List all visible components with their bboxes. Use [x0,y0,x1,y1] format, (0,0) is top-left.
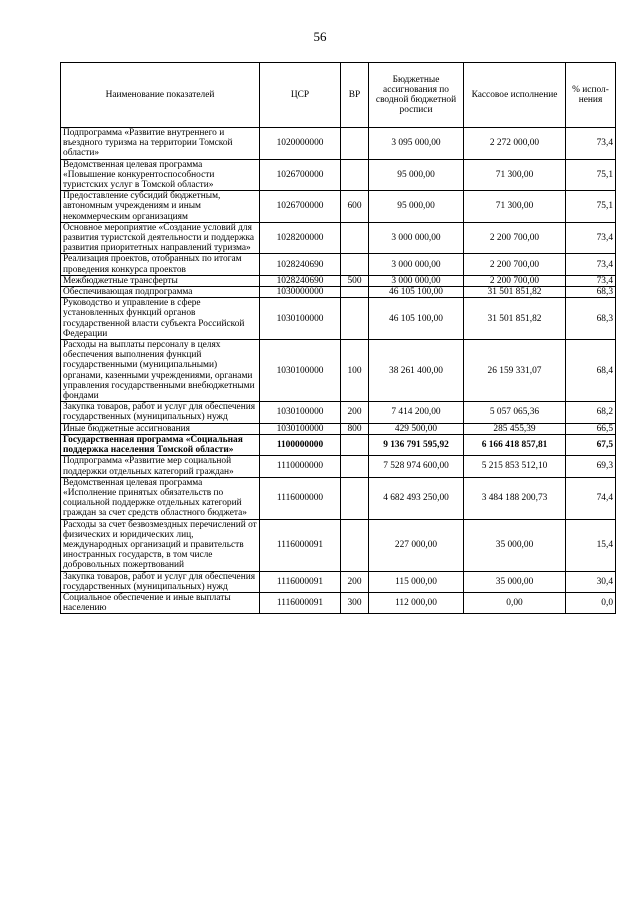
cell-assigned: 7 528 974 600,00 [369,456,464,477]
cell-name: Подпрограмма «Развитие внутреннего и въездного туризма на территории Томской области» [61,128,260,160]
header-percent: % испол-нения [566,63,616,128]
budget-table [60,62,616,614]
cell-name: Иные бюджетные ассигнования [61,423,260,434]
table-header-row [61,63,616,128]
table-row [61,423,616,434]
cell-name: Руководство и управление в сфере установленных функций органов государственной власти субъекта Российской Федерации [61,298,260,340]
cell-percent: 75,1 [566,159,616,191]
cell-vr: 100 [341,340,369,402]
cell-assigned: 3 095 000,00 [369,128,464,160]
cell-csr: 1030100000 [260,340,341,402]
table-row [61,128,616,160]
cell-percent: 68,3 [566,298,616,340]
cell-assigned: 46 105 100,00 [369,298,464,340]
cell-cash: 0,00 [464,592,566,613]
cell-assigned: 3 000 000,00 [369,222,464,254]
cell-csr: 1020000000 [260,128,341,160]
cell-vr [341,287,369,298]
cell-csr: 1116000091 [260,519,341,571]
cell-name: Расходы на выплаты персоналу в целях обеспечения выполнения функций государственными (муниципальными) органами, казенными учреждениями, органами управления государственными внебюджетными фондами [61,340,260,402]
cell-name: Предоставление субсидий бюджетным, автономным учреждениям и иным некоммерческим организациям [61,191,260,223]
cell-cash: 31 501 851,82 [464,287,566,298]
header-vr: ВР [341,63,369,128]
cell-vr: 200 [341,571,369,592]
cell-assigned: 429 500,00 [369,423,464,434]
header-assigned: Бюджетные ассигнования по сводной бюджетной росписи [369,63,464,128]
cell-csr: 1028240690 [260,254,341,275]
cell-percent: 0,0 [566,592,616,613]
cell-csr: 1030100000 [260,402,341,423]
cell-cash: 71 300,00 [464,159,566,191]
cell-name: Реализация проектов, отобранных по итогам проведения конкурса проектов [61,254,260,275]
table-row [61,519,616,571]
page-number: 56 [313,29,327,44]
cell-percent: 73,4 [566,128,616,160]
cell-cash: 2 200 700,00 [464,254,566,275]
table-row [61,254,616,275]
cell-assigned: 95 000,00 [369,159,464,191]
cell-percent: 69,3 [566,456,616,477]
cell-vr [341,519,369,571]
cell-cash: 2 200 700,00 [464,275,566,286]
cell-csr: 1030100000 [260,298,341,340]
cell-percent: 68,4 [566,340,616,402]
cell-vr [341,222,369,254]
cell-name: Социальное обеспечение и иные выплаты населению [61,592,260,613]
cell-cash: 26 159 331,07 [464,340,566,402]
table-row [61,298,616,340]
cell-assigned: 95 000,00 [369,191,464,223]
cell-cash: 31 501 851,82 [464,298,566,340]
cell-percent: 68,3 [566,287,616,298]
cell-name: Расходы за счет безвозмездных перечислений от физических и юридических лиц, международных организаций и правительств иностранных государств, в том числе добровольных пожертвований [61,519,260,571]
cell-vr: 800 [341,423,369,434]
cell-percent: 15,4 [566,519,616,571]
cell-assigned: 38 261 400,00 [369,340,464,402]
cell-percent: 75,1 [566,191,616,223]
table-row [61,434,616,455]
cell-name: Основное мероприятие «Создание условий для развития туристской деятельности и поддержка развития приоритетных направлений туризма» [61,222,260,254]
table-row [61,275,616,286]
cell-vr [341,434,369,455]
cell-vr: 300 [341,592,369,613]
cell-vr: 200 [341,402,369,423]
cell-percent: 67,5 [566,434,616,455]
cell-name: Государственная программа «Социальная поддержка населения Томской области» [61,434,260,455]
cell-csr: 1110000000 [260,456,341,477]
cell-assigned: 3 000 000,00 [369,275,464,286]
cell-percent: 73,4 [566,254,616,275]
cell-assigned: 9 136 791 595,92 [369,434,464,455]
cell-assigned: 7 414 200,00 [369,402,464,423]
cell-vr: 500 [341,275,369,286]
cell-cash: 2 272 000,00 [464,128,566,160]
cell-percent: 68,2 [566,402,616,423]
cell-vr [341,159,369,191]
table-row [61,402,616,423]
cell-name: Межбюджетные трансферты [61,275,260,286]
cell-cash: 35 000,00 [464,519,566,571]
cell-name: Обеспечивающая подпрограмма [61,287,260,298]
table-row [61,287,616,298]
table-row [61,456,616,477]
cell-cash: 35 000,00 [464,571,566,592]
cell-percent: 73,4 [566,275,616,286]
cell-csr: 1028240690 [260,275,341,286]
cell-cash: 285 455,39 [464,423,566,434]
table-row [61,340,616,402]
cell-csr: 1116000091 [260,571,341,592]
cell-csr: 1030000000 [260,287,341,298]
table-row [61,477,616,519]
table-row [61,222,616,254]
cell-vr: 600 [341,191,369,223]
cell-cash: 5 215 853 512,10 [464,456,566,477]
cell-cash: 2 200 700,00 [464,222,566,254]
cell-assigned: 4 682 493 250,00 [369,477,464,519]
cell-assigned: 46 105 100,00 [369,287,464,298]
cell-cash: 6 166 418 857,81 [464,434,566,455]
cell-cash: 3 484 188 200,73 [464,477,566,519]
header-csr: ЦСР [260,63,341,128]
cell-cash: 71 300,00 [464,191,566,223]
cell-percent: 73,4 [566,222,616,254]
table-body [61,128,616,614]
cell-cash: 5 057 065,36 [464,402,566,423]
cell-name: Закупка товаров, работ и услуг для обеспечения государственных (муниципальных) нужд [61,571,260,592]
cell-assigned: 227 000,00 [369,519,464,571]
cell-vr [341,456,369,477]
cell-csr: 1026700000 [260,159,341,191]
cell-percent: 74,4 [566,477,616,519]
cell-assigned: 112 000,00 [369,592,464,613]
cell-csr: 1026700000 [260,191,341,223]
cell-name: Закупка товаров, работ и услуг для обеспечения государственных (муниципальных) нужд [61,402,260,423]
cell-name: Ведомственная целевая программа «Исполнение принятых обязательств по социальной поддержке отдельных категорий граждан за счет средств областного бюджета» [61,477,260,519]
cell-csr: 1100000000 [260,434,341,455]
cell-percent: 66,5 [566,423,616,434]
cell-csr: 1028200000 [260,222,341,254]
cell-name: Ведомственная целевая программа «Повышение конкурентоспособности туристских услуг в Томской области» [61,159,260,191]
table-row [61,592,616,613]
cell-name: Подпрограмма «Развитие мер социальной поддержки отдельных категорий граждан» [61,456,260,477]
table-row [61,191,616,223]
cell-vr [341,477,369,519]
cell-vr [341,254,369,275]
cell-vr [341,128,369,160]
cell-vr [341,298,369,340]
table-row [61,159,616,191]
table-row [61,571,616,592]
cell-assigned: 3 000 000,00 [369,254,464,275]
cell-csr: 1030100000 [260,423,341,434]
cell-csr: 1116000000 [260,477,341,519]
cell-assigned: 115 000,00 [369,571,464,592]
header-cash: Кассовое исполнение [464,63,566,128]
cell-percent: 30,4 [566,571,616,592]
cell-csr: 1116000091 [260,592,341,613]
header-name: Наименование показателей [61,63,260,128]
